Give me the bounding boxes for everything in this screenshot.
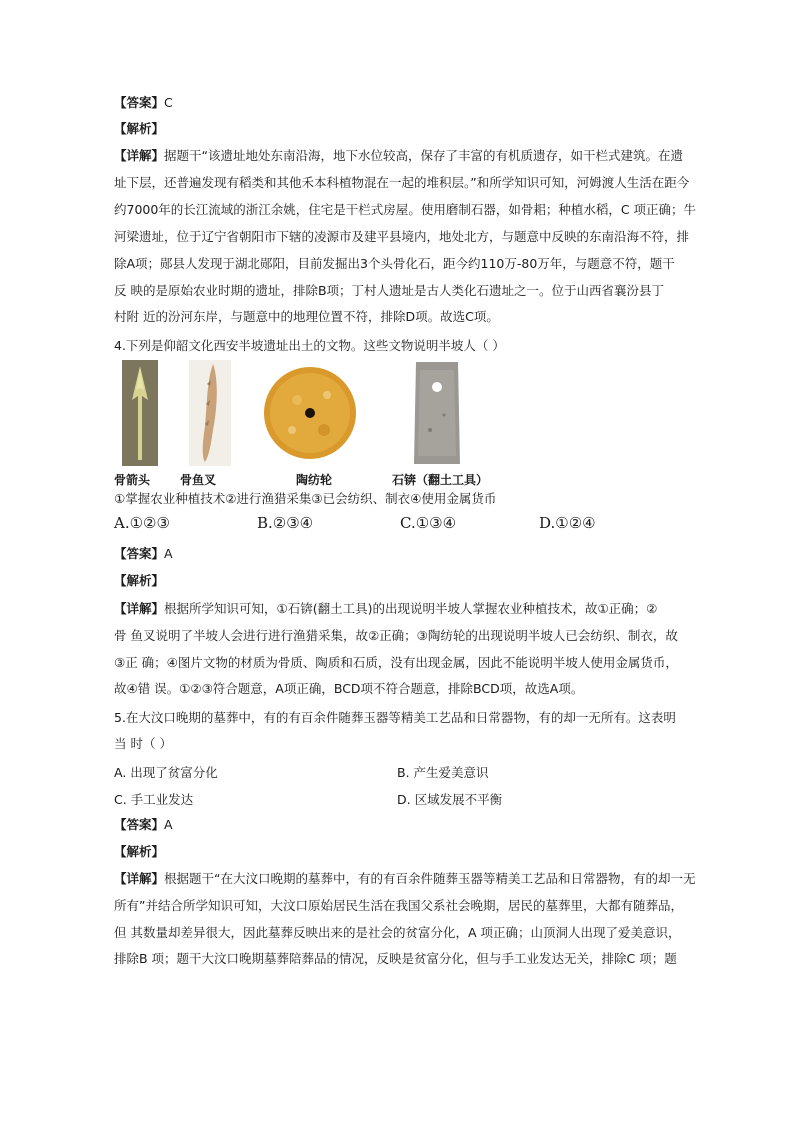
q3-detail-line: 址下层，还普遍发现有稻类和其他禾本科植物混在一起的堆积层。”和所学知识可知，河姆渡人生活在距今 (114, 175, 690, 190)
q5-detail-line: 所有”并结合所学知识可知，大汶口原始居民生活在我国父系社会晚期，居民的墓葬里，大都有随葬品， (114, 898, 683, 913)
q3-analysis-label: 【解析】 (114, 121, 165, 136)
q5-detail-line: 【详解】根据题干“在大汶口晚期的墓葬中，有的有百余件随葬玉器等精美工艺品和日常器物，有的却一无 (114, 871, 696, 886)
q5-detail-line: 但 其数量却差异很大，因此墓葬反映出来的是社会的贫富分化，A 项正确；山顶洞人出现了爱美意识， (114, 925, 681, 940)
q3-answer (114, 95, 173, 111)
answer-value: A (164, 817, 173, 832)
detail-label: 【详解】 (114, 871, 165, 886)
q3-detail-line: 约7000年的长江流域的浙江余姚，住宅是干栏式房屋。使用磨制石器，如骨耜；种植水稻，C 项正确；牛 (114, 202, 697, 217)
q4-answer (114, 546, 173, 562)
pottery-spindle-whorl-image (262, 360, 359, 466)
caption-bone-harpoon: 骨鱼叉 (180, 473, 217, 487)
q3-detail-line: 反 映的是原始农业时期的遗址，排除B项；丁村人遗址是古人类化石遗址之一。位于山西省襄汾县丁 (114, 283, 665, 298)
q5-option-a: A. 出现了贫富分化 (114, 765, 218, 780)
q5-option-c: C. 手工业发达 (114, 792, 194, 807)
q3-detail-line: 除A项；郧县人发现于湖北郧阳，目前发掘出3个头骨化石，距今约110万-80万年，与题意不符，题干 (114, 256, 675, 271)
q4-detail-line: 骨 鱼叉说明了半坡人会进行进行渔猎采集，故②正确；③陶纺轮的出现说明半坡人已会纺织、制衣，故 (114, 628, 678, 643)
answer-value: A (164, 546, 173, 561)
q4-detail-line: 故④错 误。①②③符合题意，A项正确，BCD项不符合题意，排除BCD项，故选A项。 (114, 681, 584, 696)
answer-label: 【答案】 (114, 546, 165, 561)
q5-stem-line: 5.在大汶口晚期的墓葬中，有的有百余件随葬玉器等精美工艺品和日常器物，有的却一无所有。这表明 (114, 710, 676, 725)
q5-option-b: B. 产生爱美意识 (397, 765, 489, 780)
q4-stem: 4.下列是仰韶文化西安半坡遗址出土的文物。这些文物说明半坡人（ ） (114, 338, 505, 353)
answer-value: C (164, 95, 173, 110)
q4-option-d: D.①②④ (539, 514, 596, 532)
q4-analysis-label: 【解析】 (114, 573, 165, 588)
q4-option-b: B.②③④ (257, 514, 314, 532)
q5-answer (114, 817, 173, 833)
caption-stone-adze: 石锛（翻土工具） (392, 473, 489, 487)
q5-stem-line: 当 时（ ） (114, 736, 172, 751)
q5-analysis-label: 【解析】 (114, 844, 165, 859)
bone-harpoon-image (189, 360, 231, 466)
q4-detail-line: 【详解】根据所学知识可知，①石锛(翻土工具)的出现说明半坡人掌握农业种植技术，故①正确；② (114, 601, 658, 616)
answer-label: 【答案】 (114, 95, 165, 110)
caption-spindle-whorl: 陶纺轮 (296, 473, 333, 487)
q4-option-a: A.①②③ (114, 514, 170, 532)
q3-detail-line: 河梁遗址，位于辽宁省朝阳市下辖的凌源市及建平县境内，地处北方，与题意中反映的东南沿海不符，排 (114, 229, 690, 244)
detail-label: 【详解】 (114, 601, 165, 616)
stone-adze-image (412, 360, 462, 466)
q4-option-c: C.①③④ (400, 514, 457, 532)
q3-detail-line: 村附 近的汾河东岸，与题意中的地理位置不符，排除D项。故选C项。 (114, 309, 499, 324)
answer-label: 【答案】 (114, 817, 165, 832)
q3-detail-line: 【详解】据题干“该遗址地处东南沿海，地下水位较高，保存了丰富的有机质遗存，如干栏式建筑。在遗 (114, 148, 683, 163)
q5-detail-line: 排除B 项；题干大汶口晚期墓葬陪葬品的情况，反映是贫富分化，但与手工业发达无关，排除C 项；题 (114, 951, 677, 966)
q4-detail-line: ③正 确；④图片文物的材质为骨质、陶质和石质，没有出现金属，因此不能说明半坡人使用金属货币， (114, 655, 678, 670)
caption-bone-arrowhead: 骨箭头 (114, 473, 151, 487)
q5-option-d: D. 区域发展不平衡 (397, 792, 503, 807)
bone-arrowhead-image (122, 360, 158, 466)
detail-label: 【详解】 (114, 148, 165, 163)
q4-statements: ①掌握农业种植技术②进行渔猎采集③已会纺织、制衣④使用金属货币 (114, 491, 497, 506)
